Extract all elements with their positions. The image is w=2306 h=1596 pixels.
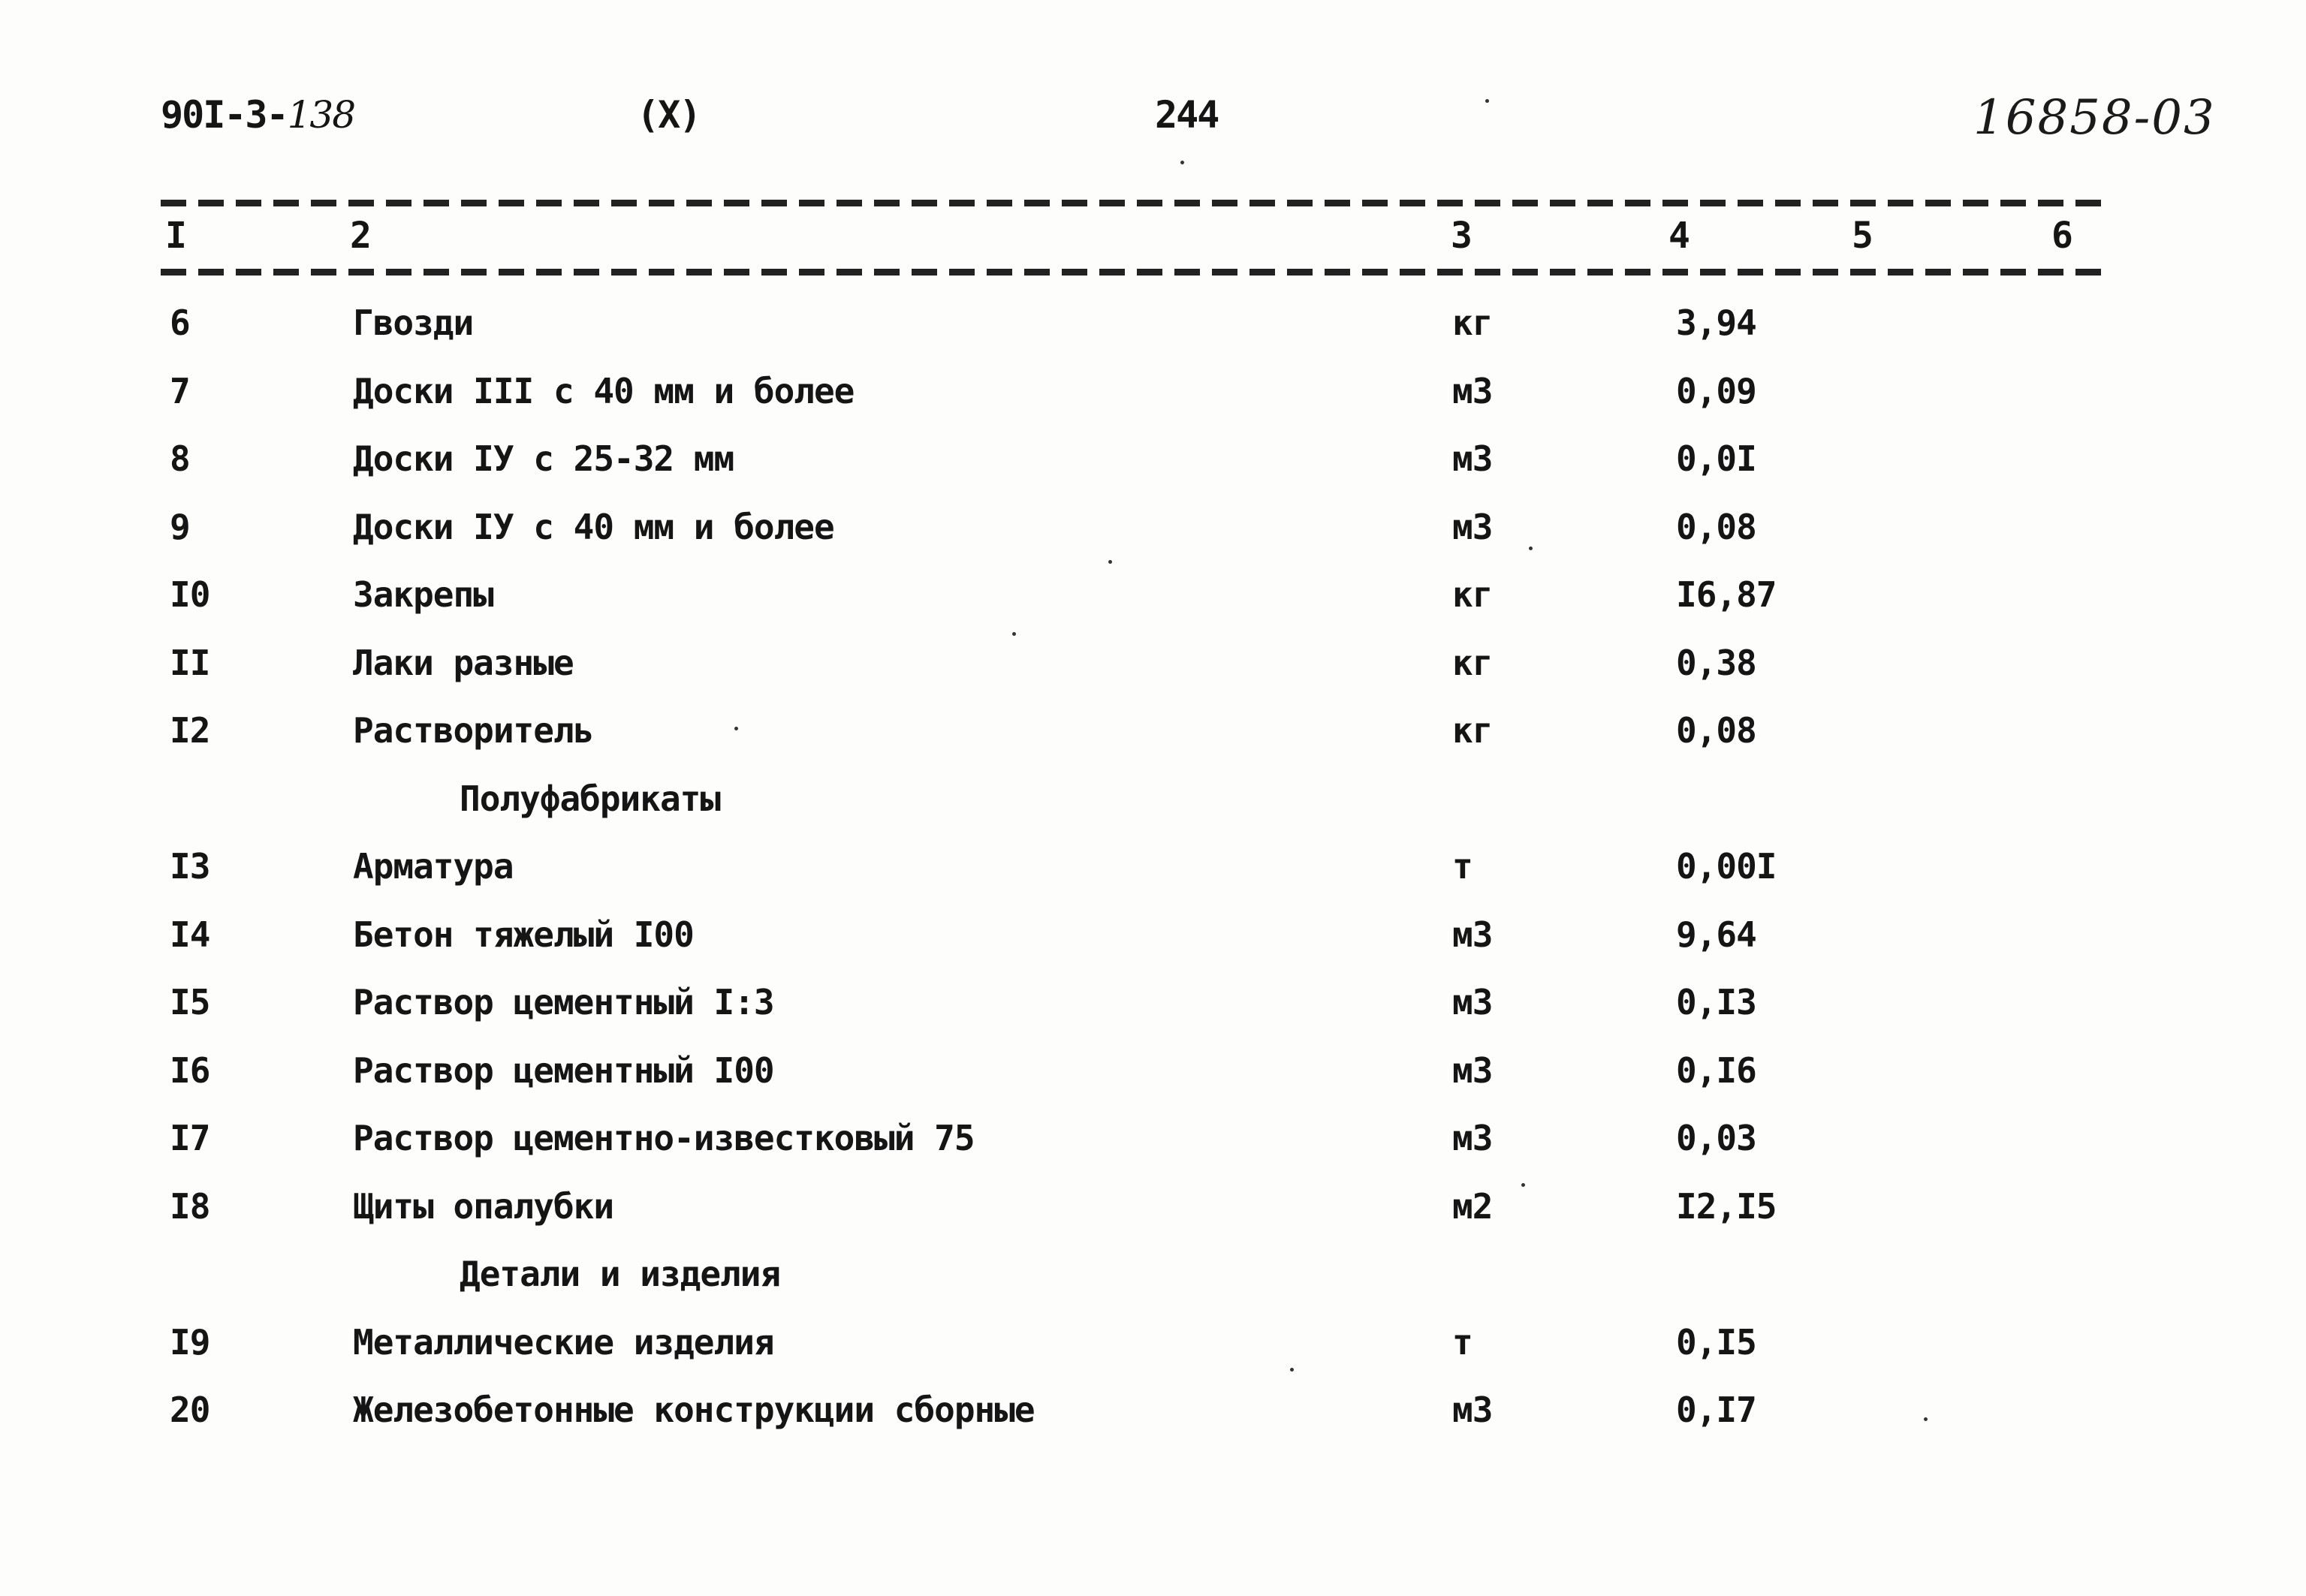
scan-speck bbox=[1924, 1417, 1928, 1421]
quantity: 9,64 bbox=[1676, 914, 1756, 955]
table-row bbox=[0, 697, 2306, 765]
scan-speck bbox=[1290, 1368, 1294, 1372]
section-title: Полуфабрикаты bbox=[460, 778, 721, 819]
unit: м3 bbox=[1452, 982, 1493, 1022]
materials-table-body bbox=[0, 289, 2306, 1444]
material-name: Раствор цементно-известковый 75 bbox=[353, 1118, 975, 1158]
quantity: 0,09 bbox=[1676, 370, 1756, 411]
quantity: 0,0I bbox=[1676, 438, 1756, 479]
row-number: I0 bbox=[170, 574, 210, 615]
unit: м3 bbox=[1452, 438, 1493, 479]
column-number-2: 2 bbox=[350, 215, 372, 257]
column-number-1: I bbox=[165, 215, 187, 257]
row-number: 9 bbox=[170, 506, 190, 547]
table-row bbox=[0, 901, 2306, 969]
quantity: 0,I3 bbox=[1676, 982, 1756, 1022]
section-title: Детали и изделия bbox=[460, 1254, 781, 1294]
unit: м3 bbox=[1452, 370, 1493, 411]
header-dashed-rule-bottom bbox=[161, 269, 2103, 276]
page-number: 244 bbox=[1155, 93, 1219, 137]
column-number-3: 3 bbox=[1451, 215, 1473, 257]
quantity: 0,I5 bbox=[1676, 1321, 1756, 1363]
table-row bbox=[0, 1037, 2306, 1105]
material-name: Арматура bbox=[353, 846, 514, 887]
material-name: Лаки разные bbox=[353, 642, 574, 683]
row-number: I8 bbox=[170, 1185, 210, 1227]
table-row bbox=[0, 493, 2306, 562]
unit: м3 bbox=[1452, 1118, 1493, 1158]
material-name: Доски III с 40 мм и более bbox=[353, 370, 855, 411]
unit: м3 bbox=[1452, 1390, 1493, 1430]
table-row bbox=[0, 1308, 2306, 1377]
table-row bbox=[0, 1376, 2306, 1444]
section-heading-row bbox=[0, 765, 2306, 833]
unit: т bbox=[1452, 846, 1473, 887]
table-row bbox=[0, 1104, 2306, 1173]
row-number: I4 bbox=[170, 914, 210, 955]
unit: кг bbox=[1452, 710, 1493, 751]
quantity: 3,94 bbox=[1676, 303, 1756, 343]
row-number: 7 bbox=[170, 370, 190, 411]
scan-speck bbox=[1108, 560, 1112, 564]
document-code-handwritten: 138 bbox=[287, 93, 355, 137]
scan-speck bbox=[1521, 1183, 1525, 1187]
row-number: I6 bbox=[170, 1049, 210, 1091]
unit: кг bbox=[1452, 642, 1493, 683]
column-number-5: 5 bbox=[1852, 215, 1873, 257]
row-number: I7 bbox=[170, 1118, 210, 1158]
column-number-6: 6 bbox=[2051, 215, 2073, 257]
quantity: 0,38 bbox=[1676, 642, 1756, 683]
quantity: I6,87 bbox=[1676, 574, 1777, 615]
scan-speck bbox=[1180, 161, 1184, 164]
document-code-prefix: 90I-3- bbox=[161, 93, 288, 137]
quantity: 0,03 bbox=[1676, 1118, 1756, 1158]
material-name: Доски IУ с 40 мм и более bbox=[353, 506, 834, 547]
material-name: Железобетонные конструкции сборные bbox=[353, 1390, 1035, 1430]
archive-number: 16858-03 bbox=[1973, 90, 2216, 146]
material-name: Раствор цементный I00 bbox=[353, 1049, 774, 1091]
table-row bbox=[0, 561, 2306, 629]
table-row bbox=[0, 425, 2306, 493]
quantity: 0,I7 bbox=[1676, 1390, 1756, 1430]
section-heading-row bbox=[0, 1240, 2306, 1308]
row-number: I9 bbox=[170, 1321, 210, 1363]
table-row bbox=[0, 629, 2306, 697]
unit: м3 bbox=[1452, 1049, 1493, 1091]
quantity: 0,08 bbox=[1676, 506, 1756, 547]
scan-speck bbox=[1012, 632, 1016, 636]
table-row bbox=[0, 357, 2306, 426]
unit: т bbox=[1452, 1321, 1473, 1363]
material-name: Растворитель bbox=[353, 710, 594, 751]
row-number: 20 bbox=[170, 1390, 210, 1430]
quantity: 0,08 bbox=[1676, 710, 1756, 751]
unit: м3 bbox=[1452, 914, 1493, 955]
quantity: 0,I6 bbox=[1676, 1049, 1756, 1091]
row-number: 8 bbox=[170, 438, 190, 479]
material-name: Раствор цементный I:3 bbox=[353, 982, 774, 1022]
scan-speck bbox=[734, 727, 738, 730]
material-name: Доски IУ с 25-32 мм bbox=[353, 438, 734, 479]
header-dashed-rule-top bbox=[161, 200, 2103, 206]
quantity: 0,00I bbox=[1676, 846, 1777, 887]
unit: кг bbox=[1452, 303, 1493, 343]
material-name: Закрепы bbox=[353, 574, 493, 615]
document-code bbox=[161, 93, 354, 137]
row-number: I2 bbox=[170, 710, 210, 751]
row-number: I5 bbox=[170, 982, 210, 1022]
material-name: Бетон тяжелый I00 bbox=[353, 914, 694, 955]
material-name: Щиты опалубки bbox=[353, 1185, 614, 1227]
unit: м3 bbox=[1452, 506, 1493, 547]
scan-speck bbox=[1529, 547, 1533, 550]
table-row bbox=[0, 1173, 2306, 1241]
table-row bbox=[0, 289, 2306, 357]
unit: кг bbox=[1452, 574, 1493, 615]
table-row bbox=[0, 968, 2306, 1037]
quantity: I2,I5 bbox=[1676, 1185, 1777, 1227]
scan-speck bbox=[1485, 99, 1489, 103]
table-row bbox=[0, 833, 2306, 901]
material-name: Металлические изделия bbox=[353, 1321, 774, 1363]
row-number: I3 bbox=[170, 846, 210, 887]
column-number-4: 4 bbox=[1668, 215, 1690, 257]
document-mark: (X) bbox=[637, 93, 701, 137]
row-number: 6 bbox=[170, 303, 190, 343]
unit: м2 bbox=[1452, 1185, 1493, 1227]
row-number: II bbox=[170, 642, 210, 683]
material-name: Гвозди bbox=[353, 303, 474, 343]
